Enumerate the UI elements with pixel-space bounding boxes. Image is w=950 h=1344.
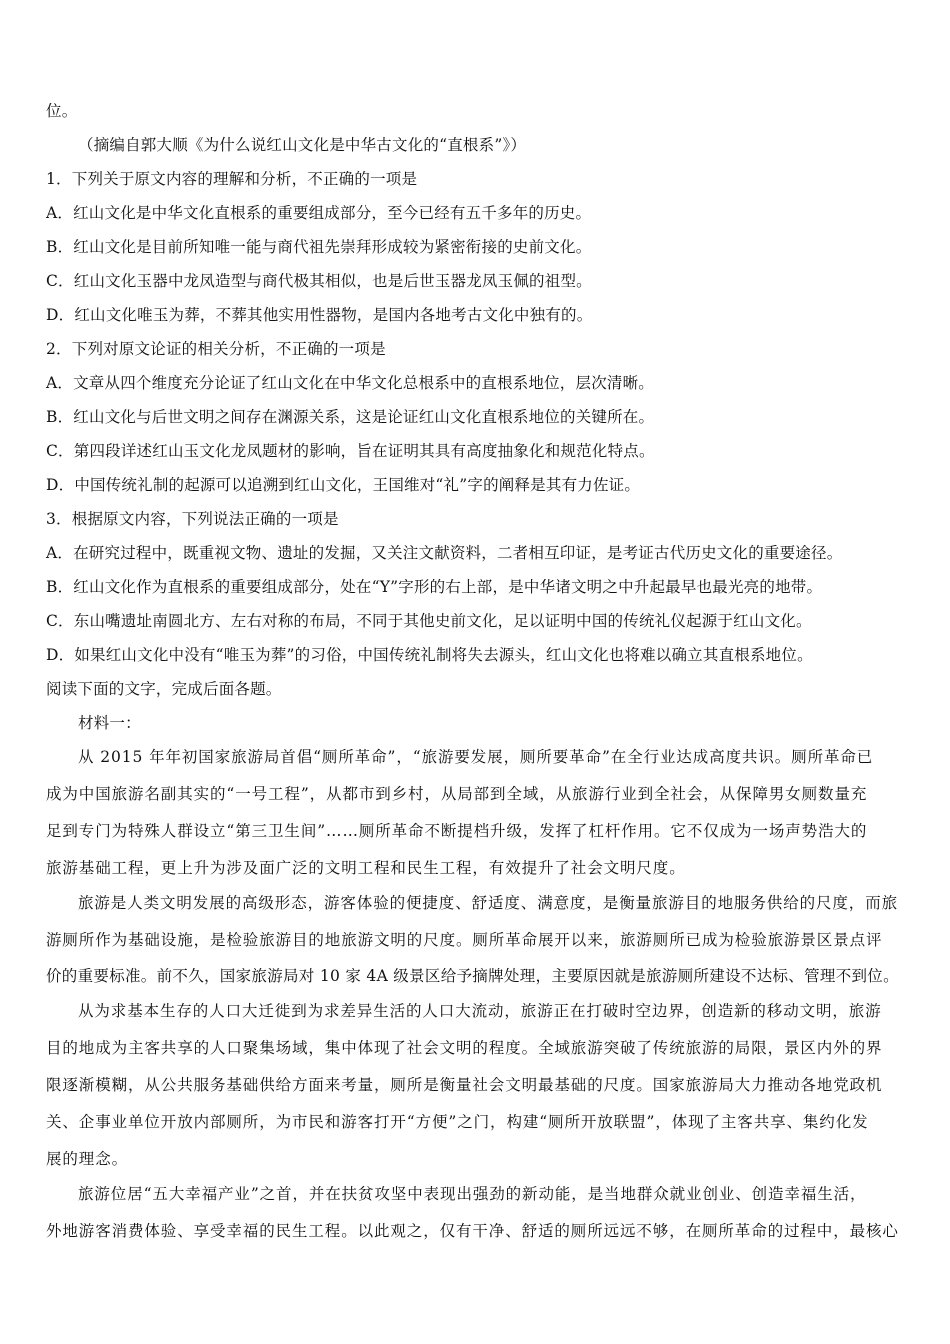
question-2-option-a: A．文章从四个维度充分论证了红山文化在中华文化总根系中的直根系地位，层次清晰。 [46,374,654,392]
question-3-option-c: C．东山嘴遗址南圆北方、左右对称的布局，不同于其他史前文化，足以证明中国的传统礼仪起源于红山文化。 [46,612,812,630]
reading-instruction: 阅读下面的文字，完成后面各题。 [46,680,282,698]
paragraph-end-line: 位。 [46,102,78,120]
material-line: 关、企事业单位开放内部厕所，为市民和游客打开“方便”之门，构建“厕所开放联盟”，体现了主客共享、集约化发 [46,1113,869,1131]
material-line: 旅游基础工程，更上升为涉及面广泛的文明工程和民生工程，有效提升了社会文明尺度。 [46,859,686,877]
material-line: 成为中国旅游名副其实的“一号工程”，从都市到乡村，从局部到全域，从旅游行业到全社会，从保障男女厕数量充 [46,785,868,803]
material-line: 游厕所作为基础设施，是检验旅游目的地旅游文明的尺度。厕所革命展开以来，旅游厕所已成为检验旅游景区景点评 [46,931,883,949]
question-1-option-d: D．红山文化唯玉为葬，不葬其他实用性器物，是国内各地考古文化中独有的。 [46,306,593,324]
question-3-option-d: D．如果红山文化中没有“唯玉为葬”的习俗，中国传统礼制将失去源头，红山文化也将难以确立其直根系地位。 [46,646,813,664]
question-3-option-a: A．在研究过程中，既重视文物、遗址的发掘，又关注文献资料，二者相互印证，是考证古代历史文化的重要途径。 [46,544,843,562]
material-line: 旅游是人类文明发展的高级形态，游客体验的便捷度、舒适度、满意度，是衡量旅游目的地服务供给的尺度，而旅 [78,894,899,912]
material-line: 从为求基本生存的人口大迁徙到为求差异生活的人口大流动，旅游正在打破时空边界，创造新的移动文明，旅游 [78,1002,882,1020]
material-line: 旅游位居“五大幸福产业”之首，并在扶贫攻坚中表现出强劲的新动能，是当地群众就业创业、创造幸福生活， [78,1185,867,1203]
question-2-option-c: C．第四段详述红山玉文化龙凤题材的影响，旨在证明其具有高度抽象化和规范化特点。 [46,442,655,460]
question-1-option-b: B．红山文化是目前所知唯一能与商代祖先崇拜形成较为紧密衔接的史前文化。 [46,238,592,256]
material-line: 目的地成为主客共享的人口聚集场域，集中体现了社会文明的程度。全域旅游突破了传统旅游的局限，景区内外的界 [46,1039,883,1057]
material-line: 限逐渐模糊，从公共服务基础供给方面来考量，厕所是衡量社会文明最基础的尺度。国家旅游局大力推动各地党政机 [46,1076,883,1094]
material-line: 从 2015 年年初国家旅游局首倡“厕所革命”，“旅游要发展，厕所要革命”在全行业达成高度共识。厕所革命已 [78,748,874,766]
question-2-option-b: B．红山文化与后世文明之间存在渊源关系，这是论证红山文化直根系地位的关键所在。 [46,408,655,426]
material-line: 外地游客消费体验、享受幸福的民生工程。以此观之，仅有干净、舒适的厕所远远不够，在厕所革命的过程中，最核心 [46,1222,899,1240]
question-1-option-c: C．红山文化玉器中龙凤造型与商代极其相似，也是后世玉器龙凤玉佩的祖型。 [46,272,592,290]
material-line: 价的重要标准。前不久，国家旅游局对 10 家 4A 级景区给予摘牌处理，主要原因就是旅游厕所建设不达标、管理不到位。 [46,967,899,985]
question-1-stem: 1．下列关于原文内容的理解和分析，不正确的一项是 [46,170,418,188]
question-2-stem: 2．下列对原文论证的相关分析，不正确的一项是 [46,340,386,358]
material-line: 足到专门为特殊人群设立“第三卫生间”……厕所革命不断提档升级，发挥了杠杆作用。它不仅成为一场声势浩大的 [46,822,868,840]
question-3-stem: 3．根据原文内容，下列说法正确的一项是 [46,510,339,528]
question-1-option-a: A．红山文化是中华文化直根系的重要组成部分，至今已经有五千多年的历史。 [46,204,592,222]
material-one-heading: 材料一： [78,714,141,732]
question-3-option-b: B．红山文化作为直根系的重要组成部分，处在“Y”字形的右上部，是中华诸文明之中升起最早也最光亮的地带。 [46,578,823,596]
material-line: 展的理念。 [46,1150,129,1168]
source-citation: （摘编自郭大顺《为什么说红山文化是中华古文化的“直根系”》） [78,136,527,154]
question-2-option-d: D．中国传统礼制的起源可以追溯到红山文化，王国维对“礼”字的阐释是其有力佐证。 [46,476,641,494]
